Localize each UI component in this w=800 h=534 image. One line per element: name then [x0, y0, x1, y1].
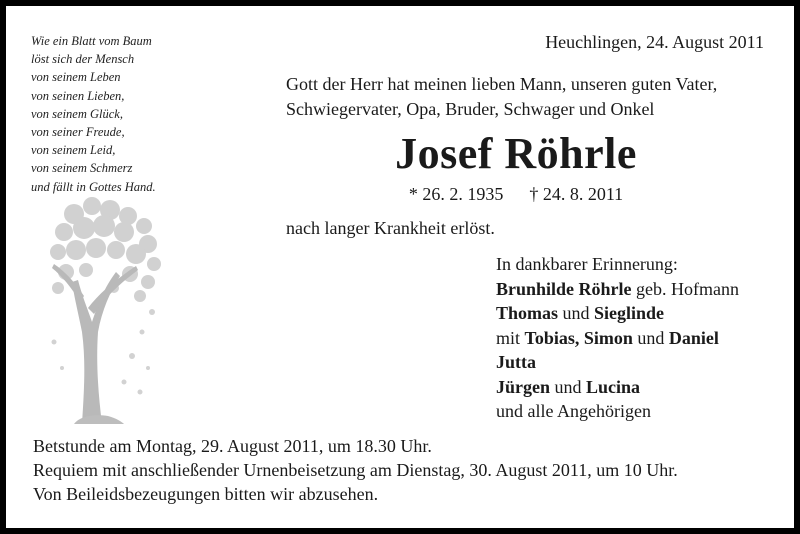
- mourners-heading: In dankbarer Erinnerung:: [496, 254, 678, 274]
- service-info: [33, 434, 783, 506]
- mourner-line: [496, 375, 786, 400]
- mourner-name: Jürgen: [496, 376, 550, 397]
- mourner-conjunction: und: [558, 303, 595, 323]
- released-text: nach langer Krankheit erlöst.: [286, 218, 495, 238]
- mourner-name: Brunhilde Röhrle: [496, 278, 632, 299]
- poem-line: von seinem Leid,: [31, 143, 116, 158]
- place-date: Heuchlingen, 24. August 2011: [545, 32, 764, 52]
- poem-line: und fällt in Gottes Hand.: [31, 179, 156, 194]
- mourner-line: Jutta: [496, 352, 536, 372]
- mourner-name: Tobias, Simon: [524, 327, 633, 348]
- mourner-name: Daniel: [668, 327, 719, 348]
- poem-line: von seinen Lieben,: [31, 88, 125, 103]
- poem-line: von seinem Schmerz: [31, 161, 133, 176]
- mourner-line: [496, 326, 786, 351]
- footer-line: Von Beileidsbezeugungen bitten wir abzusehen.: [33, 484, 379, 504]
- poem-line: löst sich der Mensch: [31, 52, 135, 67]
- mourner-name: Lucina: [586, 376, 641, 397]
- obituary-card: [6, 6, 794, 528]
- mourners-list: [496, 252, 786, 424]
- deceased-name: Josef Röhrle: [395, 129, 637, 178]
- life-dates: [286, 184, 746, 205]
- mourner-line: und alle Angehörigen: [496, 401, 651, 421]
- intro-line: Schwiegervater, Opa, Bruder, Schwager und Onkel: [286, 99, 655, 119]
- poem-line: von seiner Freude,: [31, 125, 125, 140]
- mourner-line: [496, 277, 786, 302]
- mourner-conjunction: und: [632, 327, 669, 348]
- poem-line: Wie ein Blatt vom Baum: [31, 34, 152, 48]
- poem-line: von seinem Leben: [31, 70, 121, 85]
- footer-line: Requiem mit anschließender Urnenbeisetzung am Dienstag, 30. August 2011, um 10 Uhr.: [33, 460, 678, 480]
- mourner-note: geb. Hofmann: [631, 278, 740, 299]
- mourner-prefix: mit: [496, 327, 525, 348]
- mourner-name: Sieglinde: [594, 303, 665, 323]
- tree-icon: [44, 192, 164, 424]
- birth-date: * 26. 2. 1935: [408, 184, 504, 204]
- death-date: † 24. 8. 2011: [529, 184, 624, 204]
- intro-line: Gott der Herr hat meinen lieben Mann, unseren guten Vater,: [286, 74, 718, 94]
- footer-line: Betstunde am Montag, 29. August 2011, um 18.30 Uhr.: [33, 436, 432, 456]
- poem-line: von seinem Glück,: [31, 106, 123, 121]
- poem: [31, 32, 211, 196]
- intro-text: [286, 72, 776, 122]
- mourner-name: Thomas: [496, 303, 559, 323]
- mourner-line: [496, 301, 786, 326]
- mourner-conjunction: und: [550, 376, 586, 397]
